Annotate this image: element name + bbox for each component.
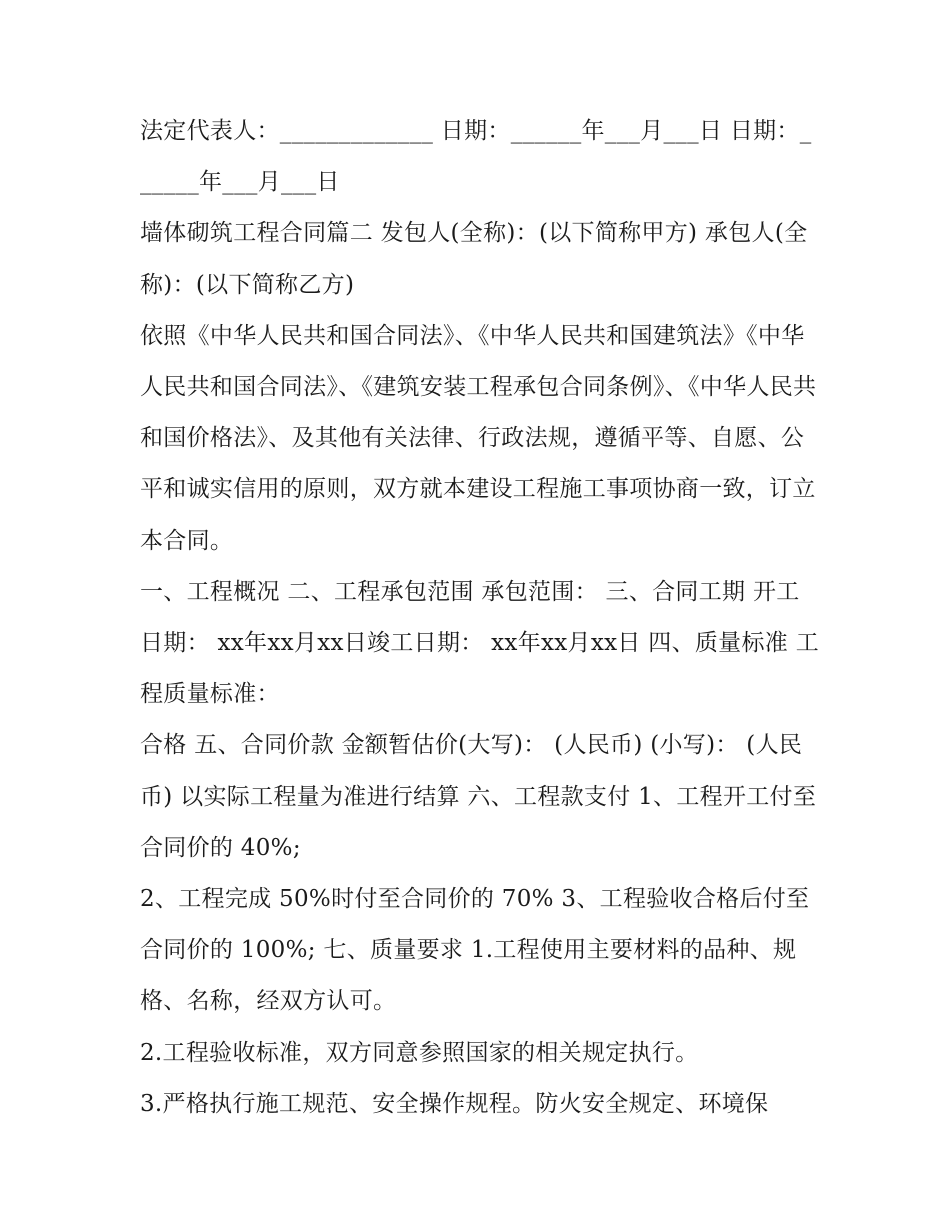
paragraph-project-overview: 一、工程概况 二、工程承包范围 承包范围： 三、合同工期 开工日期： xx年xx月xx日竣工日期： xx年xx月xx日 四、质量标准 工程质量标准：: [140, 578, 819, 708]
paragraph-contract-price: 合格 五、合同价款 金额暂估价(大写)： (人民币) (小写)： (人民币) 以实际工程量为准进行结算 六、工程款支付 1、工程开工付至合同价的 40%;: [140, 732, 817, 861]
paragraph-construction-rules: 3.严格执行施工规范、安全操作规程。防火安全规定、环境保: [140, 1090, 769, 1117]
document-body: [140, 106, 820, 1130]
paragraph-payment-quality: 2、工程完成 50%时付至合同价的 70% 3、工程验收合格后付至合同价的 100%; 七、质量要求 1.工程使用主要材料的品种、规格、名称，经双方认可。: [140, 886, 810, 1015]
paragraph-acceptance-standard: 2.工程验收标准，双方同意参照国家的相关规定执行。: [140, 1039, 699, 1066]
paragraph-signature-date: 法定代表人：_____________ 日期：______年___月___日 日期：______年___月___日: [140, 118, 812, 196]
paragraph-contract-parties: 墙体砌筑工程合同篇二 发包人(全称)：(以下简称甲方) 承包人(全称)：(以下简称乙方): [140, 220, 808, 298]
paragraph-legal-basis: 依照《中华人民共和国合同法》、《中华人民共和国建筑法》《中华人民共和国合同法》、《建筑安装工程承包合同条例》、《中华人民共和国价格法》、及其他有关法律、行政法规，遵循平等、自愿、公平和诚实信用的原则，双方就本建设工程施工事项协商一致，订立本合同。: [140, 322, 817, 554]
